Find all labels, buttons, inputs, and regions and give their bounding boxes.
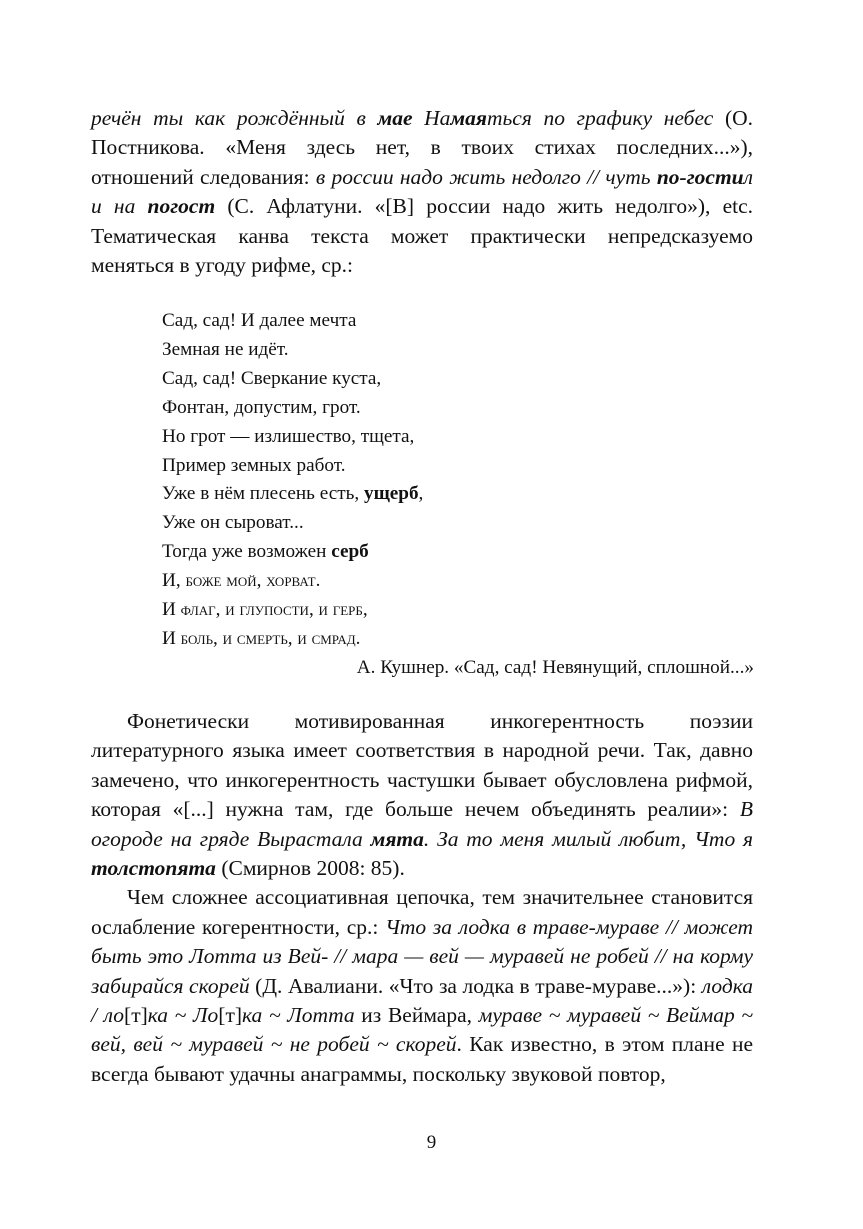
poem-quote bbox=[162, 307, 754, 683]
poem-line: Земная не идёт. bbox=[162, 338, 289, 360]
poem-line: Фонтан, допустим, грот. bbox=[162, 396, 361, 418]
poem-line: Сад, сад! И далее мечта bbox=[162, 310, 357, 331]
quote-postnikova: речён ты как рождённый в мае Намаяться по графику небес bbox=[91, 106, 714, 130]
poem-line: Пример земных работ. bbox=[162, 454, 346, 476]
poem-line: И, боже мой, хорват. bbox=[162, 570, 321, 592]
paragraph-1: речён ты как рождённый в мае Намаяться по графику небес (О. Постникова. «Меня здесь нет, в твоих стихах последних...»), отношений следования: в россии надо жить недолго // чуть по-гостил и на погост (С. Афлатуни. «[В] россии надо жить недолго»), etc. Тематическая канва текста может практически непредсказуемо меняться в угоду рифме, ср.: bbox=[91, 106, 754, 278]
poem-line: Уже в нём плесень есть, ущерб, bbox=[162, 483, 424, 505]
poem-line: Сад, сад! Сверкание куста, bbox=[162, 367, 382, 389]
page-number: 9 bbox=[426, 1132, 437, 1153]
poem-line: Тогда уже возможен серб bbox=[162, 541, 369, 563]
quote-aflatuni: в россии надо жить недолго // чуть по-гостил и на погост bbox=[91, 164, 753, 219]
poem-line: И флаг, и глупости, и герб, bbox=[162, 599, 368, 621]
poem-line: Уже он сыроват... bbox=[162, 512, 304, 534]
poem-attribution: А. Кушнер. «Сад, сад! Невянущий, сплошной...» bbox=[356, 656, 754, 678]
paragraph-2: Фонетически мотивированная инкогерентность поэзии литературного языка имеет соответствия в народной речи. Так, давно замечено, что инкогерентность частушки бывает обусловлена рифмой, которая «[...] нужна там, где больше нечем объединять реалии»: В огороде на гряде Вырастала мята. За то меня милый любит, Что я толстопята (Смирнов 2008: 85). bbox=[91, 709, 753, 881]
poem-line: И боль, и смерть, и смрад. bbox=[162, 627, 361, 649]
body-text bbox=[91, 707, 753, 1089]
paragraph-3: Чем сложнее ассоциативная цепочка, тем значительнее становится ослабление когерентности, ср.: Что за лодка в траве-мураве // может быть это Лотта из Вей- // мара — вей — муравей не робей // на корму забирайся скорей (Д. Авалиани. «Что за лодка в траве-мураве...»): лодка / ло[т]ка ~ Ло[т]ка ~ Лотта из Веймара, мураве ~ муравей ~ Веймар ~ вей, вей ~ муравей ~ не робей ~ скорей. Как известно, в этом плане не всегда бывают удачны анаграммы, поскольку звуковой повтор, bbox=[91, 885, 754, 1086]
chastushka-quote: В огороде на гряде Вырастала мята. За то меня милый любит, Что я толстопята bbox=[91, 797, 753, 881]
poem-line: Но грот — излишество, тщета, bbox=[162, 425, 415, 447]
